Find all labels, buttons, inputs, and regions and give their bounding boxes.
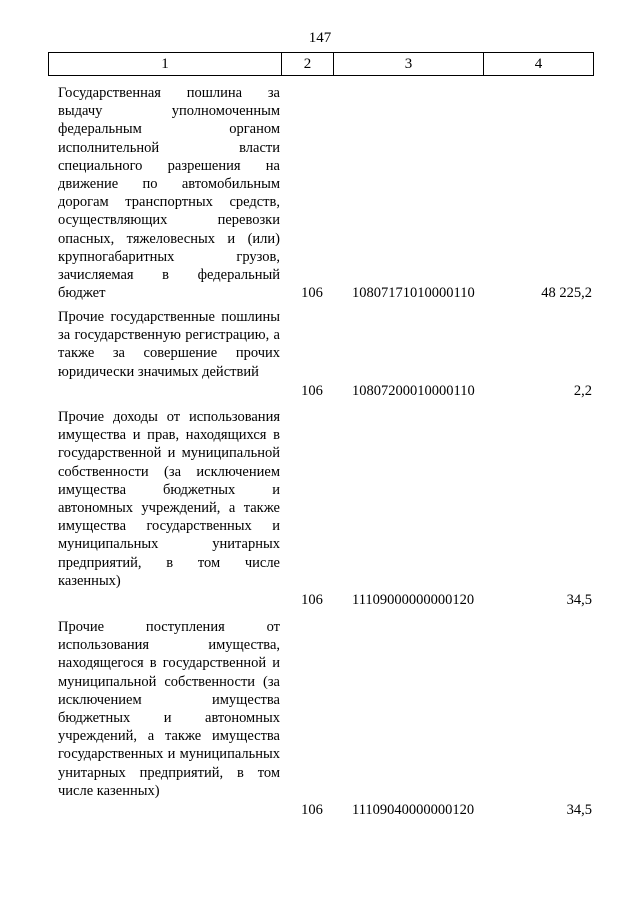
row-amount: 2,2 bbox=[573, 383, 592, 399]
row-kbk-code: 10807171010000110 bbox=[352, 285, 475, 301]
row-amount: 34,5 bbox=[566, 802, 592, 818]
row-kbk-code: 10807200010000110 bbox=[352, 383, 475, 399]
row-admin-code: 106 bbox=[301, 592, 323, 608]
row-amount: 34,5 bbox=[566, 592, 592, 608]
row-admin-code: 106 bbox=[301, 383, 323, 399]
row-kbk-code: 11109000000000120 bbox=[352, 592, 475, 608]
page-number: 147 bbox=[308, 30, 332, 46]
row-admin-code: 106 bbox=[301, 802, 323, 818]
row-description: Прочие поступления от использования имущества, находящегося в государственной и муниципальной собственности (за исключением имущества бюджетных и автономных учреждений, а также имущества государственных и муниципальных унитарных предприятий, в том числе казенных) bbox=[58, 619, 280, 799]
column-header-2: 2 bbox=[282, 53, 334, 76]
row-description: Государственная пошлина за выдачу уполномоченным федеральным органом исполнительной власти специального разрешения на движение по автомобильным дорогам транспортных средств, осуществляющих перевозки опасных, тяжеловесных и (или) крупногабаритных грузов, зачисляемая в федеральный бюджет bbox=[58, 85, 280, 302]
column-header-1: 1 bbox=[49, 53, 282, 76]
row-kbk-code: 11109040000000120 bbox=[352, 802, 475, 818]
row-amount: 48 225,2 bbox=[541, 285, 592, 301]
row-description: Прочие доходы от использования имущества и прав, находящихся в государственной и муниципальной собственности (за исключением имущества бюджетных и автономных учреждений, а также имущества государственных и муниципальных унитарных предприятий, в том числе казенных) bbox=[58, 409, 280, 589]
row-admin-code: 106 bbox=[301, 285, 323, 301]
column-header-row bbox=[49, 53, 594, 76]
column-header-4: 4 bbox=[484, 53, 594, 76]
row-description: Прочие государственные пошлины за государственную регистрацию, а также за совершение прочих юридически значимых действий bbox=[58, 309, 280, 380]
column-header-3: 3 bbox=[334, 53, 484, 76]
column-header-table bbox=[48, 52, 594, 76]
